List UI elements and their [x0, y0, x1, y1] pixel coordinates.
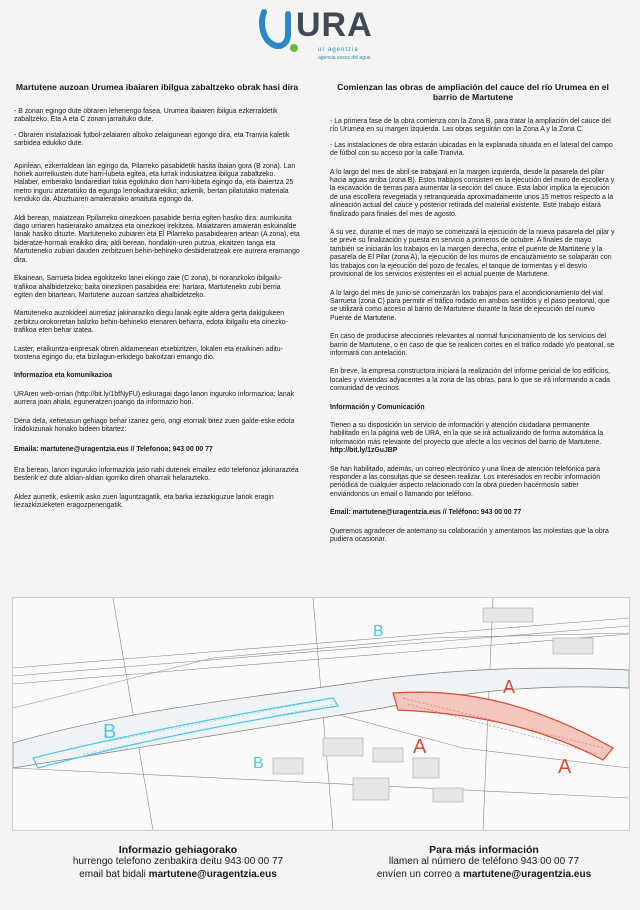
- basque-paragraph: - B zonan egingo dute obraren lehenengo fasea, Urumea ibaiaren ibilgua ezkerraldetik zabaltzeko. Eta A eta C zonan jarraituko dute.: [14, 108, 278, 124]
- spanish-footer-phone: llamen al número de teléfono 943 00 00 77: [388, 856, 580, 868]
- basque-column: [14, 82, 300, 517]
- spanish-contact: Email: martutene@uragentzia.eus // Teléfono: 943 00 00 77: [330, 509, 522, 517]
- basque-info-heading: Informazioa eta komunikazioa: [14, 372, 113, 380]
- spanish-footer-email-prefix: envíen un correo a: [376, 868, 464, 880]
- logo-tagline: agencia vasca del agua: [318, 55, 371, 61]
- basque-paragraph: Laster, eraikuntza-enpresak obren aldamenean etxebizitzen, lokalen eta eraikinen aditu- txostena egingo du, eta bizilagun-erkidego bakoitzari emango dio.: [14, 345, 283, 361]
- spanish-footer-email-link[interactable]: martutene@uragentzia.eus: [463, 868, 592, 880]
- spanish-paragraph: En caso de producirse afecciones relevantes al normal funcionamiento de los servicios del barrio de Martutene, o en caso de que se realicen cortes en el tráfico rodado y/o peatonal, se informará con antelación.: [330, 333, 615, 357]
- zone-b-label: B: [103, 721, 117, 743]
- basque-footer-phone: hurrengo telefono zenbakira deitu 943 00 00 77: [72, 856, 284, 868]
- spanish-info-paragraph: Tienen a su disposición un servicio de información y atención ciudadana permanente habilitado en la página web de URA, en la que se irá actualizando de forma automática la información más relevante del proyecto que afecte a los vecinos del barrio de Martutene.: [330, 421, 604, 446]
- basque-title: Martutene auzoan Urumea ibaiaren ibilgua zabaltzeko obrak hasi dira: [15, 82, 299, 92]
- ura-logo: [258, 6, 378, 64]
- spanish-column: [330, 82, 616, 551]
- zone-a-label: A: [558, 756, 572, 778]
- spanish-paragraph: A lo largo del mes de junio se comenzarán los trabajos para el acondicionamiento del vial Sarrueta (zona C) para permitir el tráfico rodado en ambos sentidos y el paso peatonal, que se utilizará como acceso al barrio de Martutene durante la fase de ejecución del nuevo Puente de Martutene.: [330, 289, 610, 322]
- basque-info-paragraph: Dena dela, xehetasun gehiago behar izanez gero, ongi etorriak bitez zuen galde-eske edota iradokizunak honako bideen bitartez:: [14, 417, 295, 433]
- logo-subtitle: ur agentzia: [318, 47, 359, 53]
- basque-paragraph: Apirilean, ezkerraldean lan egingo da, Pilarreko pasabidetik hasita ibaian gora (B zona). Lan horiek aurreikusten dute harri-lubeta egitea, eta lurrak induskatzea ibilgua zabaltzeko. Halaber, erriberako landarediari tokia egokituko dion harri-lubeta egingo da, eta ibaiertza 25 metro inguru atzeratuko da egungo lerrokadurarekiko; azkenik, bertan pilatutako materiala kenduko da. Abuztuaren amaierarako amaituta egongo da.: [14, 162, 296, 204]
- basque-footer: [28, 844, 328, 881]
- zone-a-label: A: [503, 677, 516, 697]
- basque-footer-email-prefix: email bat bidali: [79, 868, 149, 880]
- spanish-paragraph: A lo largo del mes de abril se trabajará en la margen izquierda, desde la pasarela del pilar hacia aguas arriba (zona B). Estos trabajos consisten en la ejecución del muro de escollera y la excavación de tierras para aumentar la sección del cauce. Esta labor implica la ejecución de una escollera revegetada y retranqueada aproximadamente unos 15 metros respecto a la alineación actual del cauce y posterior retirada del material existente. Este trabajo estará finalizado para finales del mes de agosto.: [330, 168, 615, 218]
- basque-info-paragraph: URAren web-orrian (http://bit.ly/1bfNyFU) eskuragai dago lanon inguruko informazioa; lanak aurrera joan ahala, eguneratzen joango da informazio hori.: [14, 390, 294, 407]
- spanish-footer: [334, 844, 634, 881]
- basque-paragraph: Aldi berean, maiatzean Ppilarreko oinezkoen pasabide berria egiten hasiko dira: aurrikusita dago urriaren hasierarako amaitzea eta oinezkoei irekitzea. Maiatzaren amaieran eskuinalde lanak hasiko dituzte. Martuteneko zubiaren eta El Pilarreko pasabidearen artean (A zona), eta bideratze-hormak eraikiko dira; aldi berean, hondakin-uren putzua, ekaitzen tanga eta Martuteneko zubian dauden zerbitzuen behin-behineko desbideratzeak ere aurrera eramango dira.: [14, 214, 300, 264]
- basque-footer-heading: Informazio gehiagorako: [118, 844, 238, 856]
- basque-contact: Emaila: martutene@uragentzia.eus // Telefonoa: 943 00 00 77: [14, 446, 213, 454]
- spanish-paragraph: - La primera fase de la obra comienza con la Zona B, para tratar la ampliación del cauce del río Urumea en su margen izquierda. Las obras seguirán con la Zona A y la Zona C.: [330, 118, 611, 134]
- basque-closing: Era berean, lanon inguruko informazioa jaso nahi dutenek emailez edo telefonoz jakinaraztea besterik ez dute aldian-aldian igorriko diren oharrak helarazteko.: [14, 466, 299, 483]
- logo-word: URA: [296, 6, 373, 44]
- spanish-footer-heading: Para más información: [429, 844, 539, 856]
- zone-a-label: A: [413, 736, 427, 758]
- project-url-link[interactable]: http://bit.ly/1zGuJBP: [330, 447, 398, 455]
- basque-paragraph: Martuteneko auzokideei aurretiaz jakinaraziko diegu lanak egite aldera gerta dakigukeen zerbitzu orokorretan balizko behin-behineko etenaren beharra, edota ibilgailu eta oinezko-trafikoa eten behar izatea.: [14, 310, 288, 335]
- spanish-closing: Queremos agradecer de antemano su colaboración y amentamos las molestias que la obra pudiera ocasionar.: [330, 527, 609, 544]
- map-drawing: [13, 598, 629, 830]
- basque-paragraph: - Obraren instalazioak futbol-zelaiaren alboko zelaigunean egongo dira, eta Tranvia kaletik sarbidea edukiko dute.: [14, 131, 290, 148]
- spanish-info-paragraph: Se han habilitado, además, un correo electrónico y una línea de atención telefónica para responder a las consultas que se deseen realizar. Los interesados en recibir información periódica de cualquier aspecto relacionado con la obra pueden hacérmoslo saber enviándonos un email o llamando por teléfono.: [330, 465, 601, 498]
- spanish-info-heading: Información y Comunicación: [330, 403, 425, 411]
- basque-closing: Aldez aurretik, eskerrik asko zuen laguntzagatik, eta barka iezazkiguzue lanok eragin liezazkizueketen eragozpenengatik.: [14, 493, 274, 509]
- spanish-title: Comienzan las obras de ampliación del cauce del río Urumea en el barrio de Martutene: [337, 82, 609, 102]
- spanish-paragraph: - Las instalaciones de obra estarán ubicadas en la explanada situada en el lateral del campo de fútbol con su acceso por la calle Tranvía.: [330, 141, 613, 158]
- spanish-paragraph: En breve, la empresa constructora iniciará la realización del informe pericial de los edificios, locales y viviendas adyacentes a la zona de las obras, para lo que se irá informando a cada comunidad de vecinos.: [330, 368, 611, 393]
- zone-b-label: B: [373, 623, 384, 640]
- zone-b-label: B: [253, 755, 264, 772]
- spanish-paragraph: A su vez, durante el mes de mayo se comenzará la ejecución de la nueva pasarela del pilar y se prevé su finalización y puesta en servicio a primeros de octubre. A finales de mayo también se iniciarán los trabajos en la margen derecha, entre el puente de Martutene y la pasarela de El Pilar (zona A), la ejecución de los muros de encauzamiento se solaparán con los trabajos con la ejecución del pozo de fecales, el tanque de tormentas y el desvío provisional de los servicios existentes en el actual puente de Martutene.: [330, 229, 615, 279]
- works-map: [12, 597, 630, 831]
- basque-footer-email-link[interactable]: martutene@uragentzia.eus: [148, 868, 277, 880]
- basque-paragraph: Ekainean, Sarrueta bidea egokitzeko lanei ekingo zaie (C zona), bi noranzkoko ibilgailu-trafikoa ahalbidetzeko; baita oinezkoen pasabidea ere: hartara, Martuteneko zubi berria egiten den bitartean, Martutene auzoan sartzea ahalbidetzeko.: [14, 275, 283, 299]
